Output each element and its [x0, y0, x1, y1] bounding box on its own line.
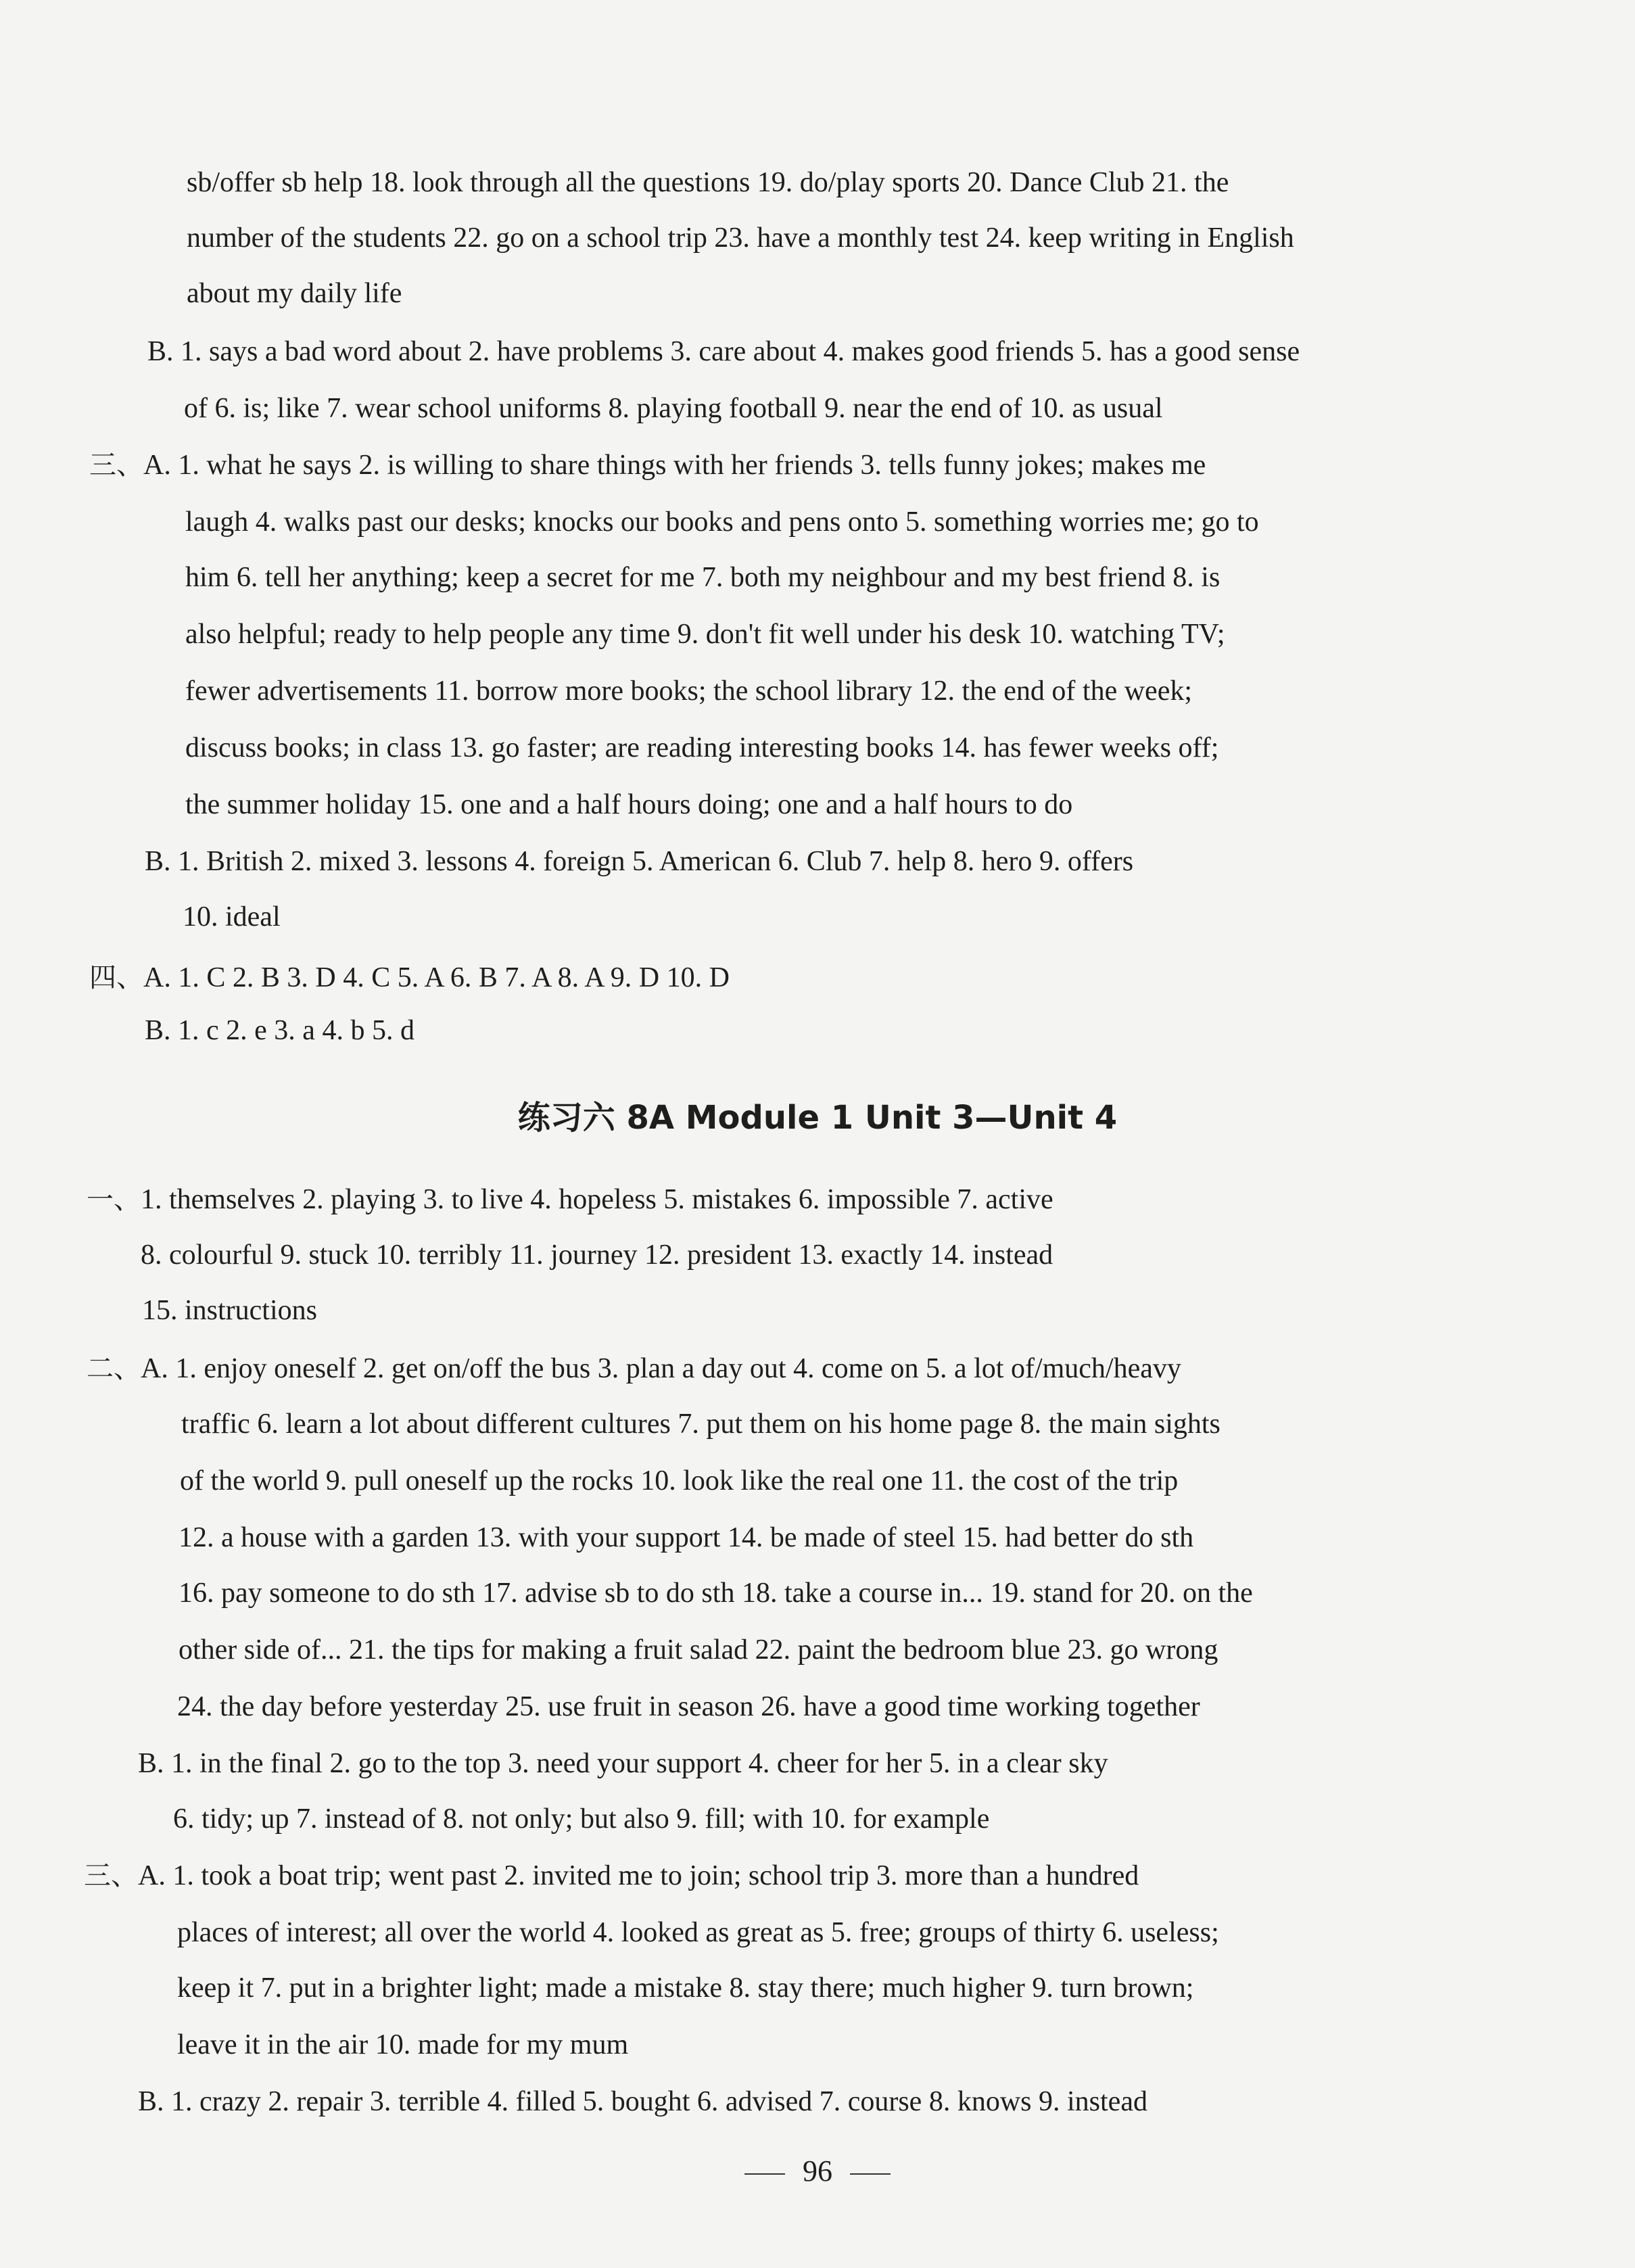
- answer-line: B. 1. says a bad word about 2. have problems 3. care about 4. makes good friends 5. has a good sense: [147, 336, 1300, 367]
- answer-line: about my daily life: [187, 278, 402, 309]
- page-number: 96: [803, 2154, 832, 2188]
- answer-line: sb/offer sb help 18. look through all the questions 19. do/play sports 20. Dance Club 21. the: [187, 167, 1229, 198]
- answer-line: B. 1. c 2. e 3. a 4. b 5. d: [145, 1015, 414, 1046]
- answer-line: 6. tidy; up 7. instead of 8. not only; but also 9. fill; with 10. for example: [173, 1803, 990, 1835]
- answer-line: other side of... 21. the tips for making a fruit salad 22. paint the bedroom blue 23. go wrong: [179, 1634, 1218, 1665]
- section-number: 二、: [87, 1353, 141, 1384]
- page-footer: [0, 2151, 1635, 2192]
- answer-line: the summer holiday 15. one and a half hours doing; one and a half hours to do: [185, 789, 1073, 820]
- answer-line: 10. ideal: [183, 901, 281, 932]
- answer-line: 24. the day before yesterday 25. use fruit in season 26. have a good time working together: [177, 1691, 1200, 1722]
- answer-line: leave it in the air 10. made for my mum: [177, 2029, 629, 2060]
- answer-line: 8. colourful 9. stuck 10. terribly 11. journey 12. president 13. exactly 14. instead: [141, 1239, 1053, 1271]
- answer-line: 12. a house with a garden 13. with your support 14. be made of steel 15. had better do sth: [179, 1522, 1194, 1553]
- footer-dash-left: [744, 2173, 785, 2175]
- answer-line: also helpful; ready to help people any time 9. don't fit well under his desk 10. watching TV;: [185, 619, 1225, 650]
- answer-line: 15. instructions: [142, 1295, 317, 1326]
- section-number: 一、: [87, 1184, 141, 1215]
- answer-line: places of interest; all over the world 4. looked as great as 5. free; groups of thirty 6. useless;: [177, 1917, 1219, 1948]
- answer-line: laugh 4. walks past our desks; knocks our books and pens onto 5. something worries me; go to: [185, 506, 1259, 538]
- answer-line: 一、1. themselves 2. playing 3. to live 4. hopeless 5. mistakes 6. impossible 7. active: [87, 1179, 1053, 1220]
- section-number: 三、: [84, 1860, 138, 1891]
- answer-line: 三、A. 1. what he says 2. is willing to share things with her friends 3. tells funny jokes; makes me: [89, 445, 1206, 486]
- section-number: 四、: [89, 962, 143, 993]
- answer-line: number of the students 22. go on a school trip 23. have a monthly test 24. keep writing in English: [187, 222, 1294, 254]
- exercise-heading: 练习六 8A Module 1 Unit 3—Unit 4: [517, 1099, 1118, 1137]
- answer-line: B. 1. British 2. mixed 3. lessons 4. foreign 5. American 6. Club 7. help 8. hero 9. offers: [145, 846, 1134, 877]
- answer-line: him 6. tell her anything; keep a secret for me 7. both my neighbour and my best friend 8. is: [185, 562, 1221, 593]
- answer-line: keep it 7. put in a brighter light; made a mistake 8. stay there; much higher 9. turn brown;: [177, 1972, 1194, 2004]
- answer-line: 三、A. 1. took a boat trip; went past 2. invited me to join; school trip 3. more than a hundred: [84, 1856, 1139, 1896]
- answer-line: 二、A. 1. enjoy oneself 2. get on/off the bus 3. plan a day out 4. come on 5. a lot of/much/heavy: [87, 1348, 1181, 1389]
- answer-line: fewer advertisements 11. borrow more books; the school library 12. the end of the week;: [185, 676, 1193, 707]
- answer-line: B. 1. in the final 2. go to the top 3. need your support 4. cheer for her 5. in a clear sky: [138, 1748, 1108, 1779]
- answer-line: discuss books; in class 13. go faster; are reading interesting books 14. has fewer weeks off;: [185, 732, 1219, 763]
- answer-line: of the world 9. pull oneself up the rocks 10. look like the real one 11. the cost of the trip: [180, 1465, 1179, 1496]
- answer-line: of 6. is; like 7. wear school uniforms 8. playing football 9. near the end of 10. as usual: [184, 393, 1163, 424]
- answer-line: 16. pay someone to do sth 17. advise sb to do sth 18. take a course in... 19. stand for 20. on the: [179, 1578, 1253, 1609]
- answer-line: traffic 6. learn a lot about different cultures 7. put them on his home page 8. the main sights: [181, 1409, 1221, 1440]
- section-number: 三、: [89, 450, 143, 481]
- answer-line: 四、A. 1. C 2. B 3. D 4. C 5. A 6. B 7. A 8. A 9. D 10. D: [89, 958, 730, 998]
- footer-dash-right: [850, 2173, 891, 2175]
- answer-line: B. 1. crazy 2. repair 3. terrible 4. filled 5. bought 6. advised 7. course 8. knows 9. instead: [138, 2086, 1147, 2117]
